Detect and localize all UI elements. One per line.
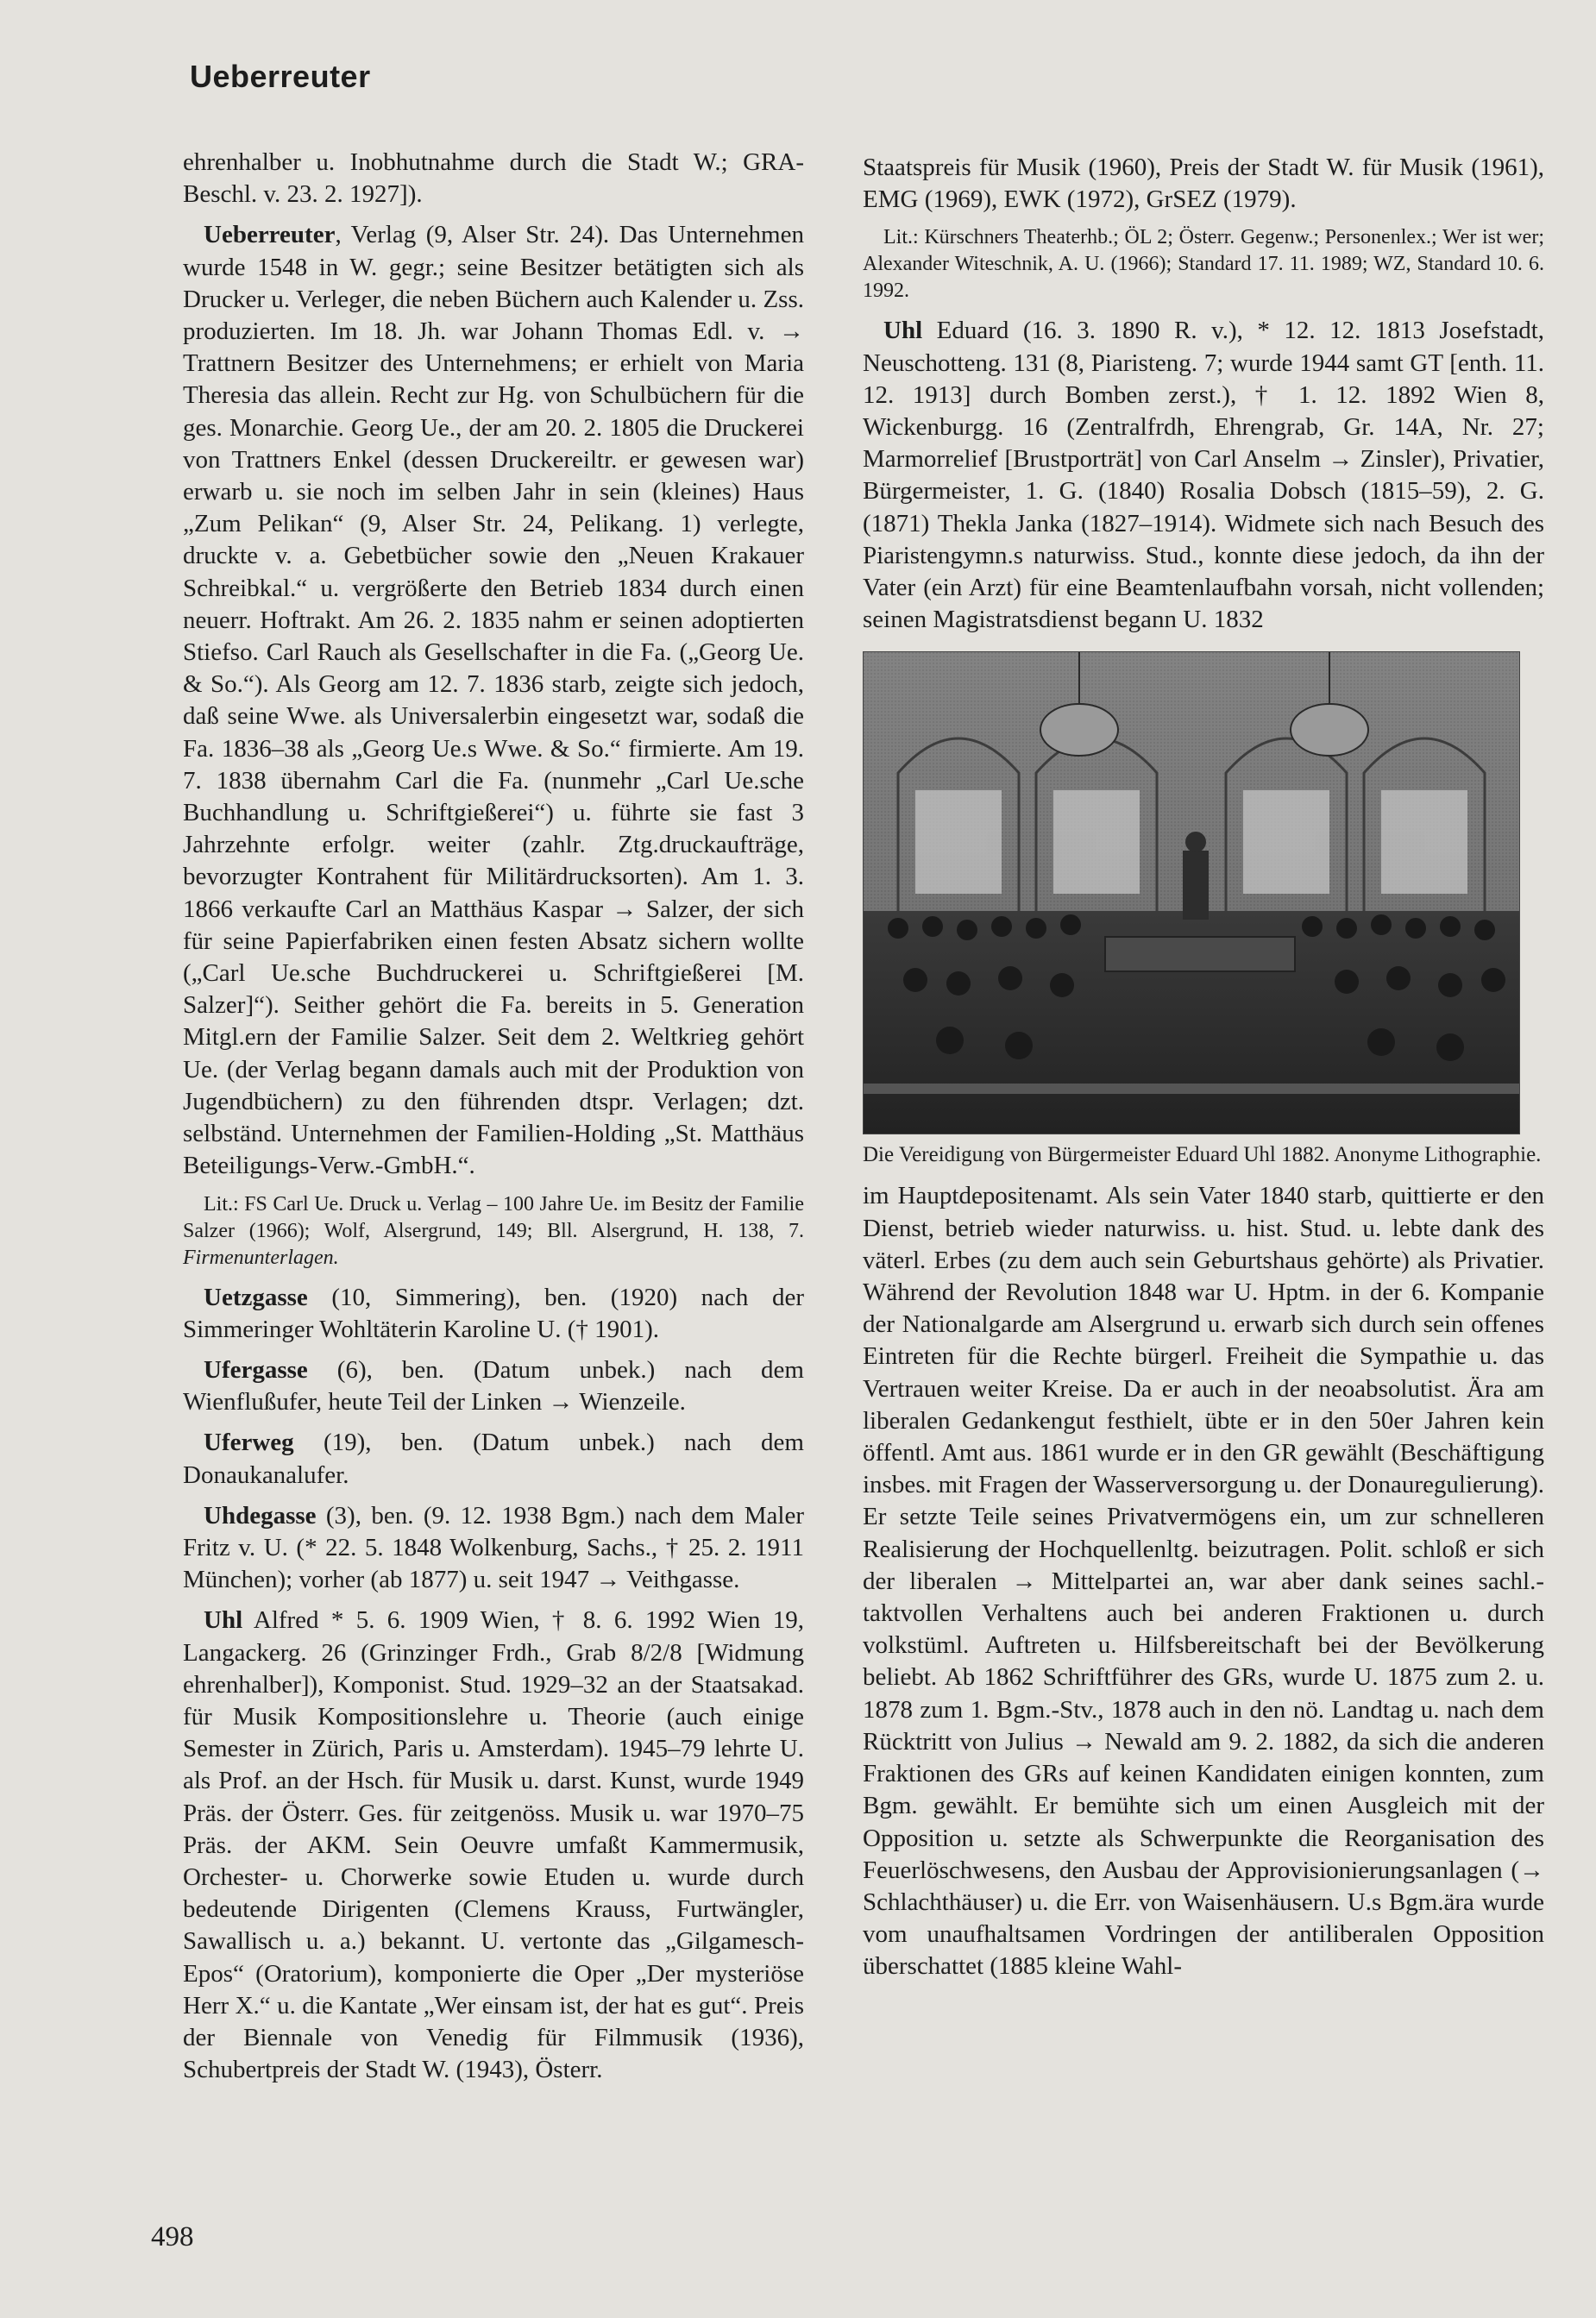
entry-text: Alfred * 5. 6. 1909 Wien, † 8. 6. 1992 Wien 19, Langackerg. 26 (Grinzinger Frdh., Grab 8/2/8 [Widmung ehrenhalber]), Komponist. Stud. 1929–32 an der Staatsakad. für Musik Kompositionslehre u. Theorie (auch einige Semester in Zürich, Paris u. Amsterdam). 1945–79 lehrte U. als Prof. an der Hsch. für Musik u. darst. Kunst, wurde 1949 Präs. der Österr. Ges. für zeitgenöss. Musik u. war 1970–75 Präs. der AKM. Sein Oeuvre umfaßt Kammermusik, Orchester- u. Chorwerke sowie Etuden u. wurde durch bedeutende Dirigenten (Clemens Krauss, Furtwängler, Sawallisch u. a.) bekannt. U. vertonte das „Gilgamesch-Epos“ (Oratorium), komponierte die Oper „Der mysteriöse Herr X.“ u. die Kantate „Wer einsam ist, der hat es gut“. Preis der Biennale von Venedig für Filmmusik (1936), Schubertpreis der Stadt W. (1943), Österr.: [183, 1606, 804, 2084]
entry-text: (10, Simmering), ben. (1920) nach der Simmeringer Wohltäterin Karoline U. († 1901).: [183, 1283, 804, 1343]
lemma: Uetzgasse: [204, 1283, 308, 1311]
entry-text: (6), ben. (Datum unbek.) nach dem Wienflußufer, heute Teil der Linken → Wienzeile.: [183, 1355, 804, 1417]
right-column: [863, 152, 1544, 1992]
entry-text: (3), ben. (9. 12. 1938 Bgm.) nach dem Maler Fritz v. U. (* 22. 5. 1848 Wolkenburg, Sachs., † 25. 2. 1911 München); vorher (ab 1877) u. seit 1947 → Veithgasse.: [183, 1501, 804, 1594]
entry-uhdegasse: [183, 1500, 804, 1597]
lemma: Ueberreuter: [204, 221, 336, 249]
entry-uferweg: [183, 1427, 804, 1491]
page-number: 498: [151, 2221, 194, 2252]
entry-uhl-eduard-continued: im Hauptdepositenamt. Als sein Vater 1840 starb, quittierte er den Dienst, betrieb wieder naturwiss. u. hist. Stud. u. lebte dank des väterl. Erbes (zu dem auch sein Geburtshaus gehörte) als Privatier. Während der Revolution 1848 war U. Hptm. in der 6. Kompanie der Nationalgarde am Alsergrund u. erwarb sich durch sein offenes Eintreten für die Rechte bürgerl. Freiheit die Sympathie u. das Vertrauen weiter Kreise. Da er auch in der neoabsolutist. Ära am liberalen Gedankengut festhielt, übte er in den 50er Jahren kein öffentl. Amt aus. 1861 wurde er in den GR gewählt (Beschäftigung insbes. mit Fragen der Wasserversorgung u. der Donauregulierung). Er setzte Teile seines Privatvermögens ein, um zur schnelleren Realisierung der Hochquellenltg. beizutragen. Polit. schloß er sich der liberalen → Mittelpartei an, war aber dank seines sachl.-taktvollen Verhaltens auch bei anderen Fraktionen u. durch volkstüml. Auftreten u. Hilfsbereitschaft bei der Bevölkerung beliebt. Ab 1862 Schriftführer des GRs, wurde U. 1875 zum 2. u. 1878 zum 1. Bgm.-Stv., 1878 auch in den nö. Landtag u. nach dem Rücktritt von Julius → Newald am 9. 2. 1882, da sich die anderen Fraktionen des GRs auf keinen Kandidaten einigen konnten, zum Bgm. gewählt. Er bemühte sich um einen Ausgleich mit der Opposition u. setzte als Schwerpunkte die Reorganisation des Feuerlöschwesens, den Ausbau der Approvisionierungsanlagen (→ Schlachthäuser) u. die Err. von Waisenhäusern. U.s Bgm.ära wurde vom unaufhaltsamen Vordringen der antiliberalen Opposition überschattet (1885 kleine Wahl-: [863, 1182, 1544, 1981]
lemma: Uhl: [883, 317, 923, 345]
entry-continuation: ehrenhalber u. Inobhutnahme durch die Stadt W.; GRA-Beschl. v. 23. 2. 1927]).: [183, 148, 804, 209]
entry-ueberreuter: [183, 219, 804, 1182]
literature-note: [183, 1191, 804, 1272]
literature-text: Lit.: FS Carl Ue. Druck u. Verlag – 100 Jahre Ue. im Besitz der Familie Salzer (1966); Wolf, Alsergrund, 149; Bll. Alsergrund, H. 138, 7.: [183, 1192, 804, 1242]
entry-text: (19), ben. (Datum unbek.) nach dem Donaukanalufer.: [183, 1429, 804, 1489]
entry-text: Eduard (16. 3. 1890 R. v.), * 12. 12. 1813 Josefstadt, Neuschotteng. 131 (8, Piaristeng. 7; wurde 1944 samt GT [enth. 11. 12. 1913] durch Bomben zerst.), † 1. 12. 1892 Wien 8, Wickenburgg. 16 (Zentralfrdh, Ehrengrab, Gr. 14A, Nr. 27; Marmorrelief [Brustporträt] von Carl Anselm → Zinsler), Privatier, Bürgermeister, 1. G. (1840) Rosalia Dobsch (1815–59), 2. G. (1871) Thekla Janka (1827–1914). Widmete sich nach Besuch des Piaristengymn.s naturwiss. Stud., konnte diese jedoch, da ihn der Vater (ein Arzt) für eine Beamtenlaufbahn vorsah, nicht vollenden; seinen Magistratsdienst begann U. 1832: [863, 317, 1544, 634]
page-header: Ueberreuter: [190, 59, 371, 94]
entry-continuation: Staatspreis für Musik (1960), Preis der Stadt W. für Musik (1961), EMG (1969), EWK (1972), GrSEZ (1979).: [863, 154, 1544, 214]
lemma: Ufergasse: [204, 1355, 308, 1384]
literature-italic: Firmenunterlagen.: [183, 1246, 339, 1269]
entry-uetzgasse: [183, 1282, 804, 1346]
lithograph-image: [863, 651, 1520, 1134]
entry-uhl-eduard: [863, 315, 1544, 636]
entry-uhl-alfred: [183, 1605, 804, 2086]
left-column: [183, 147, 804, 2095]
lemma: Uferweg: [204, 1429, 294, 1457]
entry-ufergasse: [183, 1354, 804, 1418]
lemma: Uhdegasse: [204, 1501, 317, 1530]
image-caption: Die Vereidigung von Bürgermeister Eduard Uhl 1882. Anonyme Lithographie.: [863, 1143, 1542, 1167]
lithograph-illustration: [864, 652, 1519, 1134]
lemma: Uhl: [204, 1606, 243, 1635]
literature-note: Lit.: Kürschners Theaterhb.; ÖL 2; Österr. Gegenw.; Personenlex.; Wer ist wer; Alexander Witeschnik, A. U. (1966); Standard 17. 11. 1989; WZ, Standard 10. 6. 1992.: [863, 226, 1544, 303]
entry-text: , Verlag (9, Alser Str. 24). Das Unternehmen wurde 1548 in W. gegr.; seine Besitzer betätigten sich als Drucker u. Verleger, die neben Büchern auch Kalender u. Zss. produzierten. Im 18. Jh. war Johann Thomas Edl. v. → Trattnern Besitzer des Unternehmens; er erhielt von Maria Theresia das allein. Recht zur Hg. von Schulbüchern für die ges. Monarchie. Georg Ue., der am 20. 2. 1805 die Druckerei von Trattners Enkel (dessen Druckereiltr. er gewesen war) erwarb u. sie noch im selben Jahr in sein (kleines) Haus „Zum Pelikan“ (9, Alser Str. 24, Pelikang. 1) verlegte, druckte v. a. Gebetbücher sowie den „Neuen Krakauer Schreibkal.“ u. vergrößerte den Betrieb 1834 durch einen neuerr. Hoftrakt. Am 26. 2. 1835 nahm er seinen adoptierten Stiefso. Carl Rauch als Gesellschafter in die Fa. („Georg Ue. & So.“). Als Georg am 12. 7. 1836 starb, zeigte sich jedoch, daß seine Wwe. als Universalerbin eingesetzt war, sodaß die Fa. 1836–38 als „Georg Ue.s Wwe. & So.“ firmierte. Am 19. 7. 1838 übernahm Carl die Fa. (nunmehr „Carl Ue.sche Buchhandlung u. Schriftgießerei“) u. führte sie fast 3 Jahrzehnte erfolgr. weiter (zahlr. Ztg.druckaufträge, bevorzugter Kontrahent für Militärdrucksorten). Am 1. 3. 1866 verkaufte Carl an Matthäus Kaspar → Salzer, der sich für seine Papierfabriken einen festen Absatz sichern wollte („Carl Ue.sche Buchdruckerei u. Schriftgießerei [M. Salzer]“). Seither gehört die Fa. bereits in 5. Generation Mitgl.ern der Familie Salzer. Seit dem 2. Weltkrieg gehört Ue. (der Verlag begann damals auch mit der Produktion von Jugendbüchern) zu den führenden dtspr. Verlagen; dzt. selbständ. Unternehmen der Familien-Holding „St. Matthäus Beteiligungs-Verw.-GmbH.“.: [183, 221, 804, 1180]
